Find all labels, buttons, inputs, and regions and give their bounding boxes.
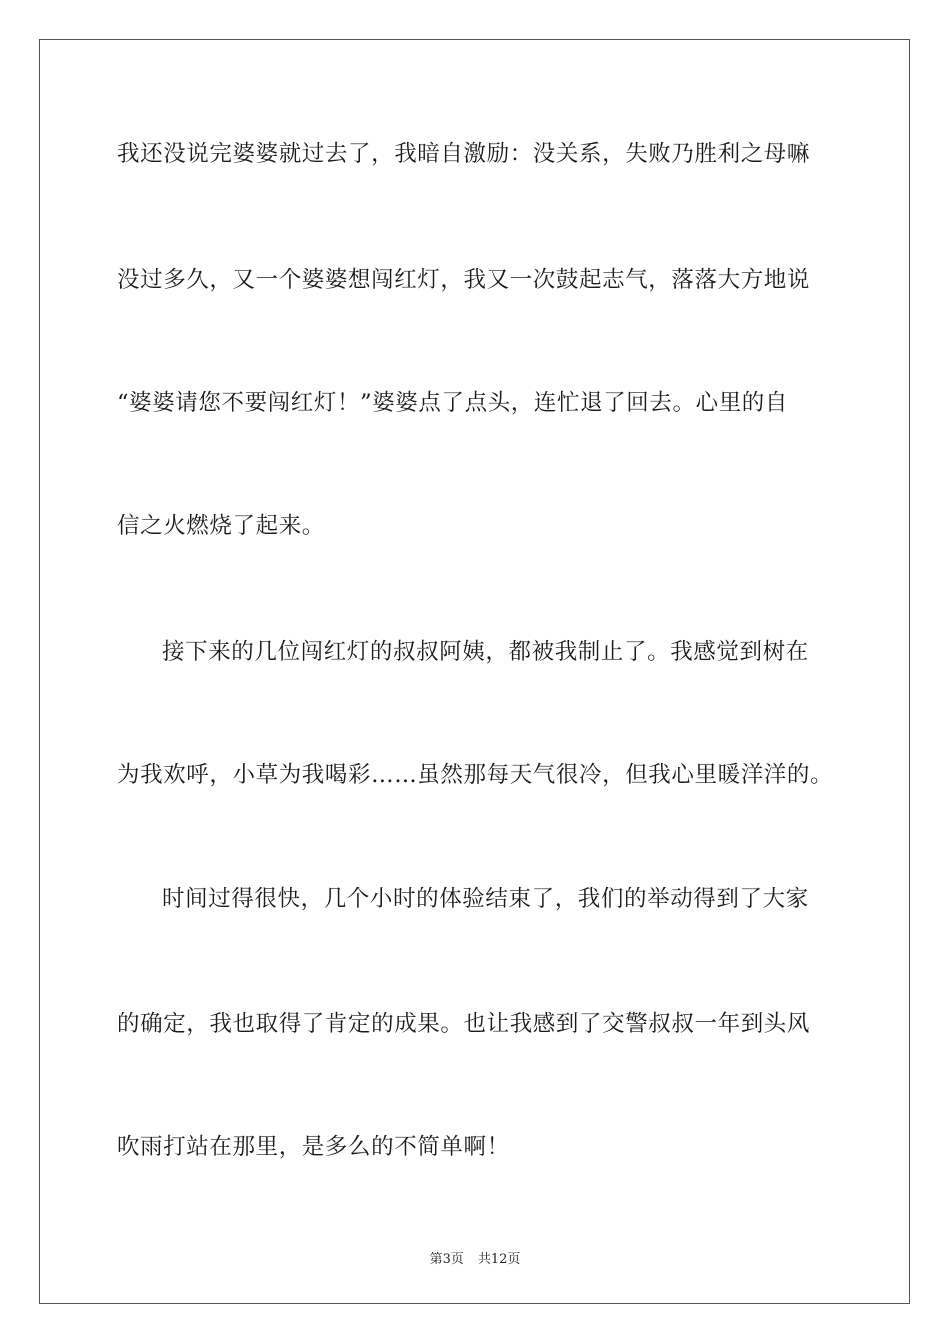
paragraph-line: 没过多久，又一个婆婆想闯红灯，我又一次鼓起志气，落落大方地说 xyxy=(117,267,811,293)
page-border xyxy=(39,39,910,1304)
paragraph-line: 的确定，我也取得了肯定的成果。也让我感到了交警叔叔一年到头风 xyxy=(117,1011,811,1037)
paragraph-line: 为我欢呼，小草为我喝彩……虽然那每天气很冷，但我心里暖洋洋的。 xyxy=(117,762,834,788)
page-footer xyxy=(0,1248,950,1267)
paragraph-line: 时间过得很快，几个小时的体验结束了，我们的举动得到了大家 xyxy=(162,886,809,912)
paragraph-line: 信之火燃烧了起来。 xyxy=(117,513,325,539)
paragraph-line: “婆婆请您不要闯红灯！”婆婆点了点头，连忙退了回去。心里的自 xyxy=(117,390,789,416)
page-number: 第3页 xyxy=(429,1252,464,1267)
paragraph-line: 吹雨打站在那里，是多么的不简单啊！ xyxy=(117,1134,510,1160)
paragraph-line: 我还没说完婆婆就过去了，我暗自激励：没关系，失败乃胜利之母嘛 xyxy=(117,141,811,167)
paragraph-line: 接下来的几位闯红灯的叔叔阿姨，都被我制止了。我感觉到树在 xyxy=(162,639,809,665)
page-total: 共12页 xyxy=(477,1252,521,1267)
